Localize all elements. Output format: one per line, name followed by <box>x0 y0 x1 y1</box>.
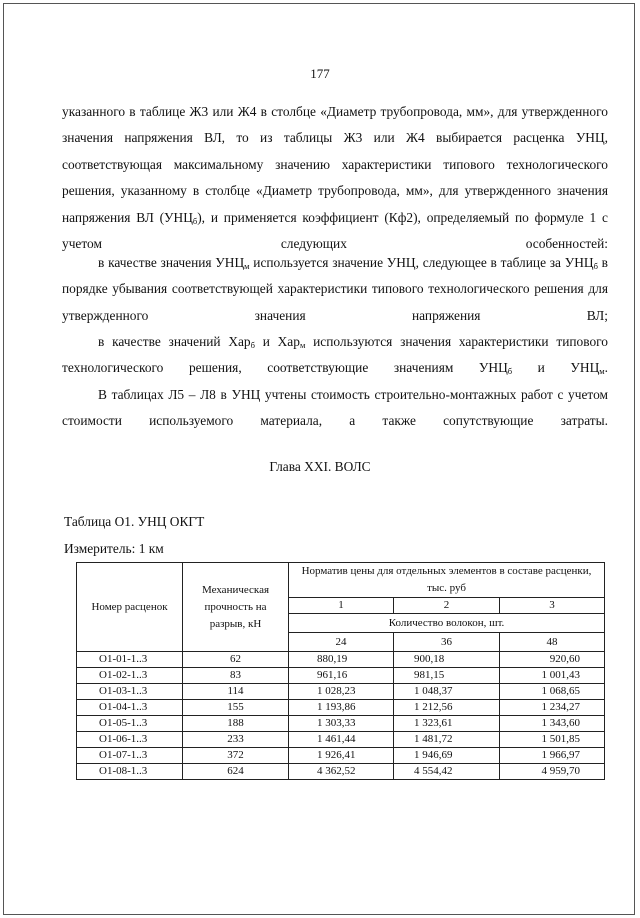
cell-strength: 372 <box>183 748 289 764</box>
cell-price-48: 1 966,97 <box>500 748 605 764</box>
cell-price-48: 1 343,60 <box>500 716 605 732</box>
header-fiber-36: 36 <box>394 633 500 652</box>
cell-strength: 233 <box>183 732 289 748</box>
cell-strength: 624 <box>183 764 289 780</box>
cell-code: О1-08-1..3 <box>77 764 183 780</box>
cell-strength: 114 <box>183 684 289 700</box>
cell-code: О1-03-1..3 <box>77 684 183 700</box>
cell-strength: 62 <box>183 652 289 668</box>
paragraph-tables-l5-l8: В таблицах Л5 – Л8 в УНЦ учтены стоимость строительно-монтажных работ с учетом стоимости используемого материала, а также сопутствующие затраты. <box>62 387 608 429</box>
header-norm: Норматив цены для отдельных элементов в составе расценки, тыс. руб <box>289 563 605 598</box>
page-number: 177 <box>310 66 330 81</box>
cell-price-36: 1 048,37 <box>394 684 500 700</box>
header-code: Номер расценок <box>77 563 183 652</box>
header-col-1: 1 <box>289 598 394 614</box>
cell-price-24: 961,16 <box>289 668 394 684</box>
header-col-2: 2 <box>394 598 500 614</box>
header-strength: Механическая прочность на разрыв, кН <box>183 563 289 652</box>
cell-code: О1-07-1..3 <box>77 748 183 764</box>
cell-code: О1-02-1..3 <box>77 668 183 684</box>
cell-code: О1-06-1..3 <box>77 732 183 748</box>
paragraph-unc-m: в качестве значения $УНЦ_м$ используется значение УНЦ, следующее в таблице за $УНЦ_б$ в порядке убывания соответствующей характеристики типового технологического решения для утвержденного значения напряжения ВЛ; <box>62 255 608 323</box>
cell-price-24: 4 362,52 <box>289 764 394 780</box>
paragraph-continuation: указанного в таблице Ж3 или Ж4 в столбце «Диаметр трубопровода, мм», для утвержденного значения напряжения ВЛ, то из таблицы Ж3 или Ж4 выбирается расценка УНЦ, соответствующая максимальному значению характеристики типового технологического решения, указанному в столбце «Диаметр трубопровода, мм», для утвержденного значения напряжения ВЛ $(УНЦ_б)$, и применяется коэффициент (Кф2), определяемый по формуле 1 с учетом следующих особенностей: <box>62 104 608 252</box>
table-title: Таблица О1. УНЦ ОКГТ <box>64 514 205 529</box>
table-row <box>77 764 605 780</box>
cell-price-36: 981,15 <box>394 668 500 684</box>
cell-price-36: 1 946,69 <box>394 748 500 764</box>
chapter-title: Глава XXI. ВОЛС <box>269 459 371 474</box>
table-row <box>77 684 605 700</box>
cell-price-48: 4 959,70 <box>500 764 605 780</box>
cell-price-36: 1 323,61 <box>394 716 500 732</box>
cell-strength: 83 <box>183 668 289 684</box>
cell-price-36: 1 212,56 <box>394 700 500 716</box>
price-table <box>76 562 605 780</box>
cell-price-48: 1 001,43 <box>500 668 605 684</box>
cell-price-48: 920,60 <box>500 652 605 668</box>
cell-price-48: 1 234,27 <box>500 700 605 716</box>
table-row <box>77 732 605 748</box>
table-row <box>77 700 605 716</box>
table-row <box>77 652 605 668</box>
cell-price-24: 1 926,41 <box>289 748 394 764</box>
cell-strength: 188 <box>183 716 289 732</box>
cell-strength: 155 <box>183 700 289 716</box>
cell-price-24: 1 461,44 <box>289 732 394 748</box>
cell-price-24: 880,19 <box>289 652 394 668</box>
cell-code: О1-04-1..3 <box>77 700 183 716</box>
header-fiber-48: 48 <box>500 633 605 652</box>
cell-price-48: 1 068,65 <box>500 684 605 700</box>
header-col-3: 3 <box>500 598 605 614</box>
cell-price-48: 1 501,85 <box>500 732 605 748</box>
table-row <box>77 748 605 764</box>
measure-unit: Измеритель: 1 км <box>64 541 164 556</box>
cell-code: О1-01-1..3 <box>77 652 183 668</box>
cell-code: О1-05-1..3 <box>77 716 183 732</box>
table-header-row <box>77 563 605 598</box>
cell-price-24: 1 303,33 <box>289 716 394 732</box>
cell-price-24: 1 028,23 <box>289 684 394 700</box>
cell-price-24: 1 193,86 <box>289 700 394 716</box>
cell-price-36: 900,18 <box>394 652 500 668</box>
header-fiber-24: 24 <box>289 633 394 652</box>
header-fibers: Количество волокон, шт. <box>289 614 605 633</box>
paragraph-har: в качестве значений Хар$_б$ и Хар$_м$ используются значения характеристики типового технологического решения, соответствующие значениям $УНЦ_б$ и $УНЦ_м$. <box>62 334 609 377</box>
table-row <box>77 668 605 684</box>
cell-price-36: 4 554,42 <box>394 764 500 780</box>
table-row <box>77 716 605 732</box>
cell-price-36: 1 481,72 <box>394 732 500 748</box>
